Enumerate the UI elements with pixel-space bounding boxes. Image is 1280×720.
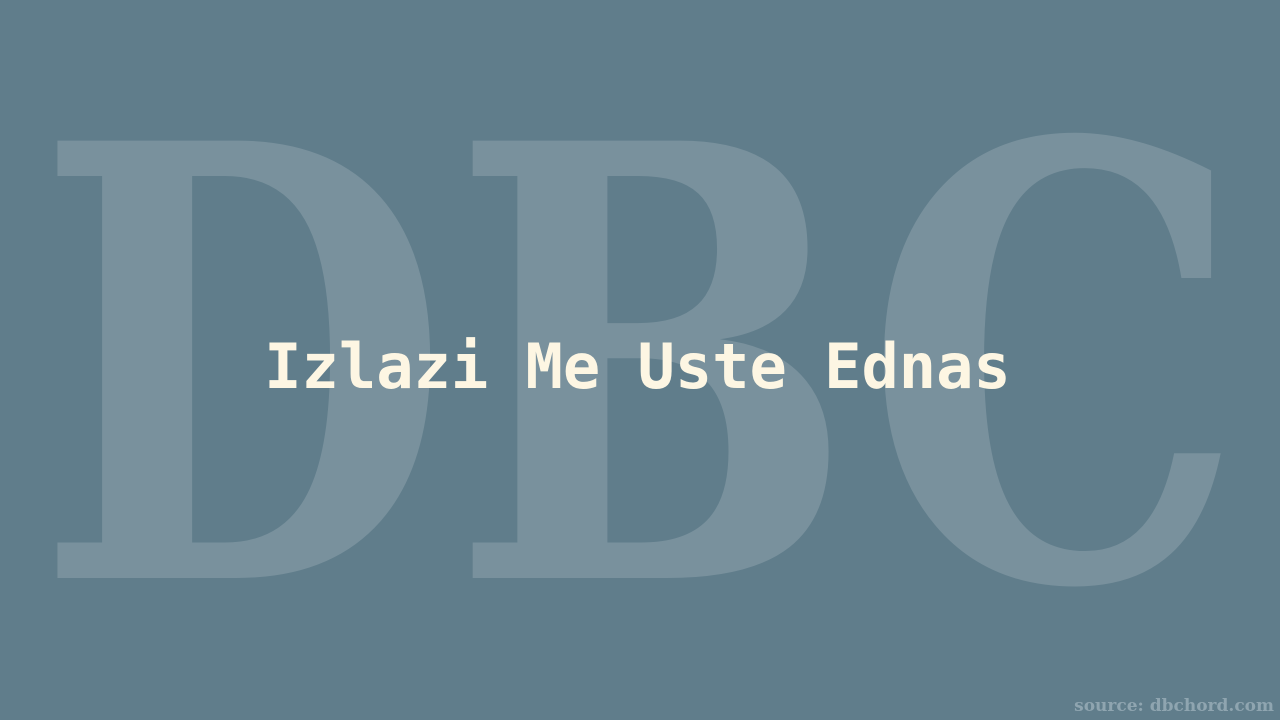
watermark-letters: DBC: [35, 100, 1245, 620]
source-credit: source: dbchord.com: [1074, 696, 1274, 716]
page-title: Izlazi Me Uste Ednas: [264, 330, 1011, 403]
